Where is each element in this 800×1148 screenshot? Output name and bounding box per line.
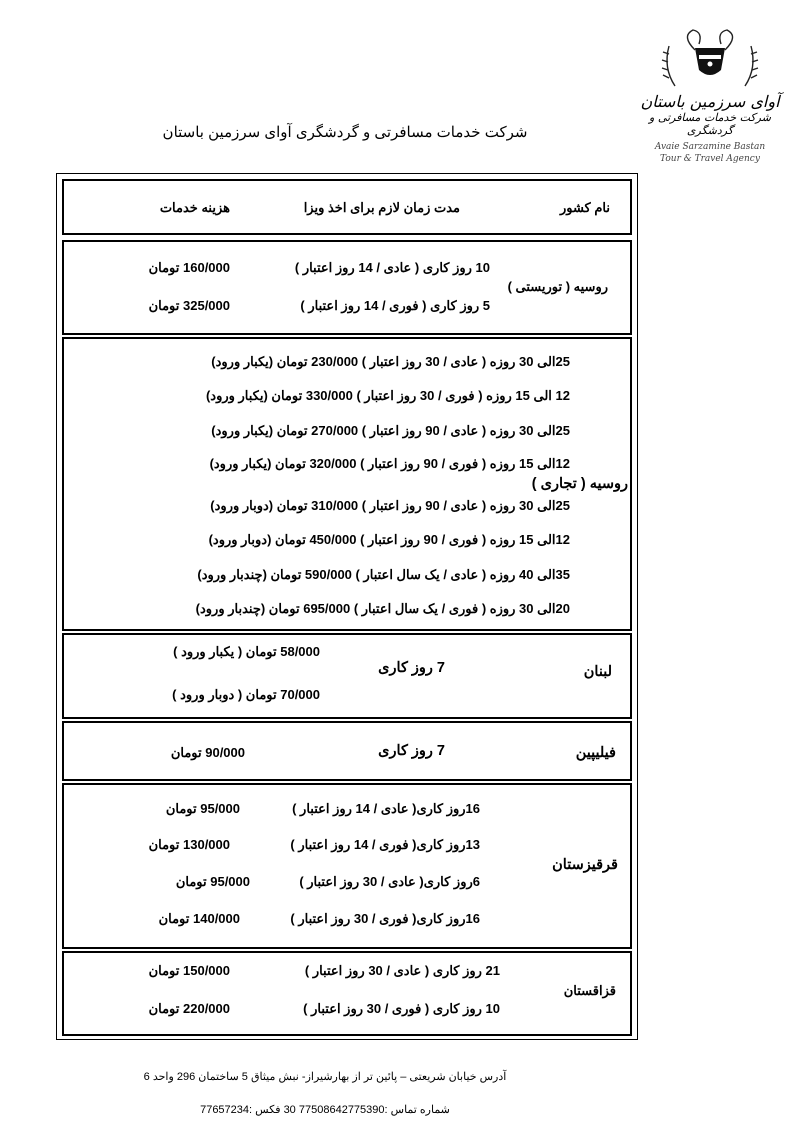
list-item: 12الی 15 روزه ( فوری / 90 روز اعتبار ) 450/000 تومان (دوبار ورود) xyxy=(208,532,570,547)
duration-cell: 7 روز کاری xyxy=(378,660,445,676)
duration-cell: 16روز کاری( فوری / 30 روز اعتبار ) xyxy=(290,911,480,926)
fee-cell: 90/000 تومان xyxy=(170,745,245,760)
duration-cell: 13روز کاری( فوری / 14 روز اعتبار ) xyxy=(290,837,480,852)
fee-cell: 325/000 تومان xyxy=(148,298,230,313)
list-item: 35الی 40 روزه ( عادی / یک سال اعتبار ) 590/000 تومان (چندبار ورود) xyxy=(197,567,570,582)
header-fee: هزینه خدمات xyxy=(159,200,230,215)
duration-cell: 16روز کاری( عادی / 14 روز اعتبار ) xyxy=(292,801,480,816)
header-duration: مدت زمان لازم برای اخذ ویزا xyxy=(303,200,460,215)
country-russia-tourist: روسیه ( توریستی ) xyxy=(507,279,608,294)
list-item: 25الی 30 روزه ( عادی / 90 روز اعتبار ) 270/000 تومان (یکبار ورود) xyxy=(211,423,570,438)
visa-table xyxy=(56,173,638,1040)
header-country: نام کشور xyxy=(559,200,610,215)
section-lebanon xyxy=(62,633,632,719)
logo-subtitle-fa: شرکت خدمات مسافرتی و گردشگری xyxy=(649,111,771,137)
duration-cell: 5 روز کاری ( فوری / 14 روز اعتبار ) xyxy=(300,298,490,313)
section-kyrgyzstan xyxy=(62,783,632,949)
duration-cell: 7 روز کاری xyxy=(378,743,445,759)
fee-cell: 160/000 تومان xyxy=(148,260,230,275)
duration-cell: 21 روز کاری ( عادی / 30 روز اعتبار ) xyxy=(304,963,500,978)
list-item: 12 الی 15 روزه ( فوری / 30 روز اعتبار ) 330/000 تومان (یکبار ورود) xyxy=(205,388,570,403)
duration-cell: 10 روز کاری ( عادی / 14 روز اعتبار ) xyxy=(294,260,490,275)
logo-name-fa: آوای سرزمین باستان xyxy=(640,92,780,111)
ram-emblem-icon xyxy=(655,28,765,90)
section-russia-business xyxy=(62,337,632,631)
fee-cell: 220/000 تومان xyxy=(148,1001,230,1016)
fee-cell: 70/000 تومان ( دوبار ورود ) xyxy=(172,687,320,702)
fee-cell: 130/000 تومان xyxy=(148,837,230,852)
footer-address: آدرس خیابان شریعتی – پائین تر از بهارشیراز- نبش میثاق 5 ساختمان 296 واحد 6 xyxy=(143,1071,507,1083)
list-item: 20الی 30 روزه ( فوری / یک سال اعتبار ) 695/000 تومان (چندبار ورود) xyxy=(195,601,570,616)
list-item: 25الی 30 روزه ( عادی / 90 روز اعتبار ) 310/000 تومان (دوبار ورود) xyxy=(210,498,570,513)
duration-cell: 10 روز کاری ( فوری / 30 روز اعتبار ) xyxy=(303,1001,500,1016)
list-item: 25الی 30 روزه ( عادی / 30 روز اعتبار ) 230/000 تومان (یکبار ورود) xyxy=(211,354,570,369)
section-philippines xyxy=(62,721,632,781)
company-title: شرکت خدمات مسافرتی و گردشگری آوای سرزمین باستان xyxy=(162,124,528,141)
company-logo xyxy=(640,28,780,188)
footer-contact: شماره تماس :77508642775390 30 فکس :77657234 xyxy=(200,1104,450,1116)
country-kyrgyzstan: قرقیزستان xyxy=(552,857,618,873)
fee-cell: 140/000 تومان xyxy=(158,911,240,926)
section-kazakhstan xyxy=(62,951,632,1036)
logo-name-en: Avaie Sarzamine Bastan Tour & Travel Agency xyxy=(654,142,766,164)
list-item: 12الی 15 روزه ( فوری / 90 روز اعتبار ) 320/000 تومان (یکبار ورود) xyxy=(209,456,570,471)
section-russia-tourist xyxy=(62,240,632,335)
duration-cell: 6روز کاری( عادی / 30 روز اعتبار ) xyxy=(299,874,480,889)
country-lebanon: لبنان xyxy=(583,664,612,680)
fee-cell: 95/000 تومان xyxy=(165,801,240,816)
table-header xyxy=(62,179,632,235)
fee-cell: 58/000 تومان ( یکبار ورود ) xyxy=(173,644,320,659)
country-kazakhstan: قزاقستان xyxy=(563,983,616,998)
fee-cell: 95/000 تومان xyxy=(175,874,250,889)
fee-cell: 150/000 تومان xyxy=(148,963,230,978)
country-philippines: فیلیپین xyxy=(575,745,616,761)
country-russia-business: روسیه ( تجاری ) xyxy=(531,476,628,492)
